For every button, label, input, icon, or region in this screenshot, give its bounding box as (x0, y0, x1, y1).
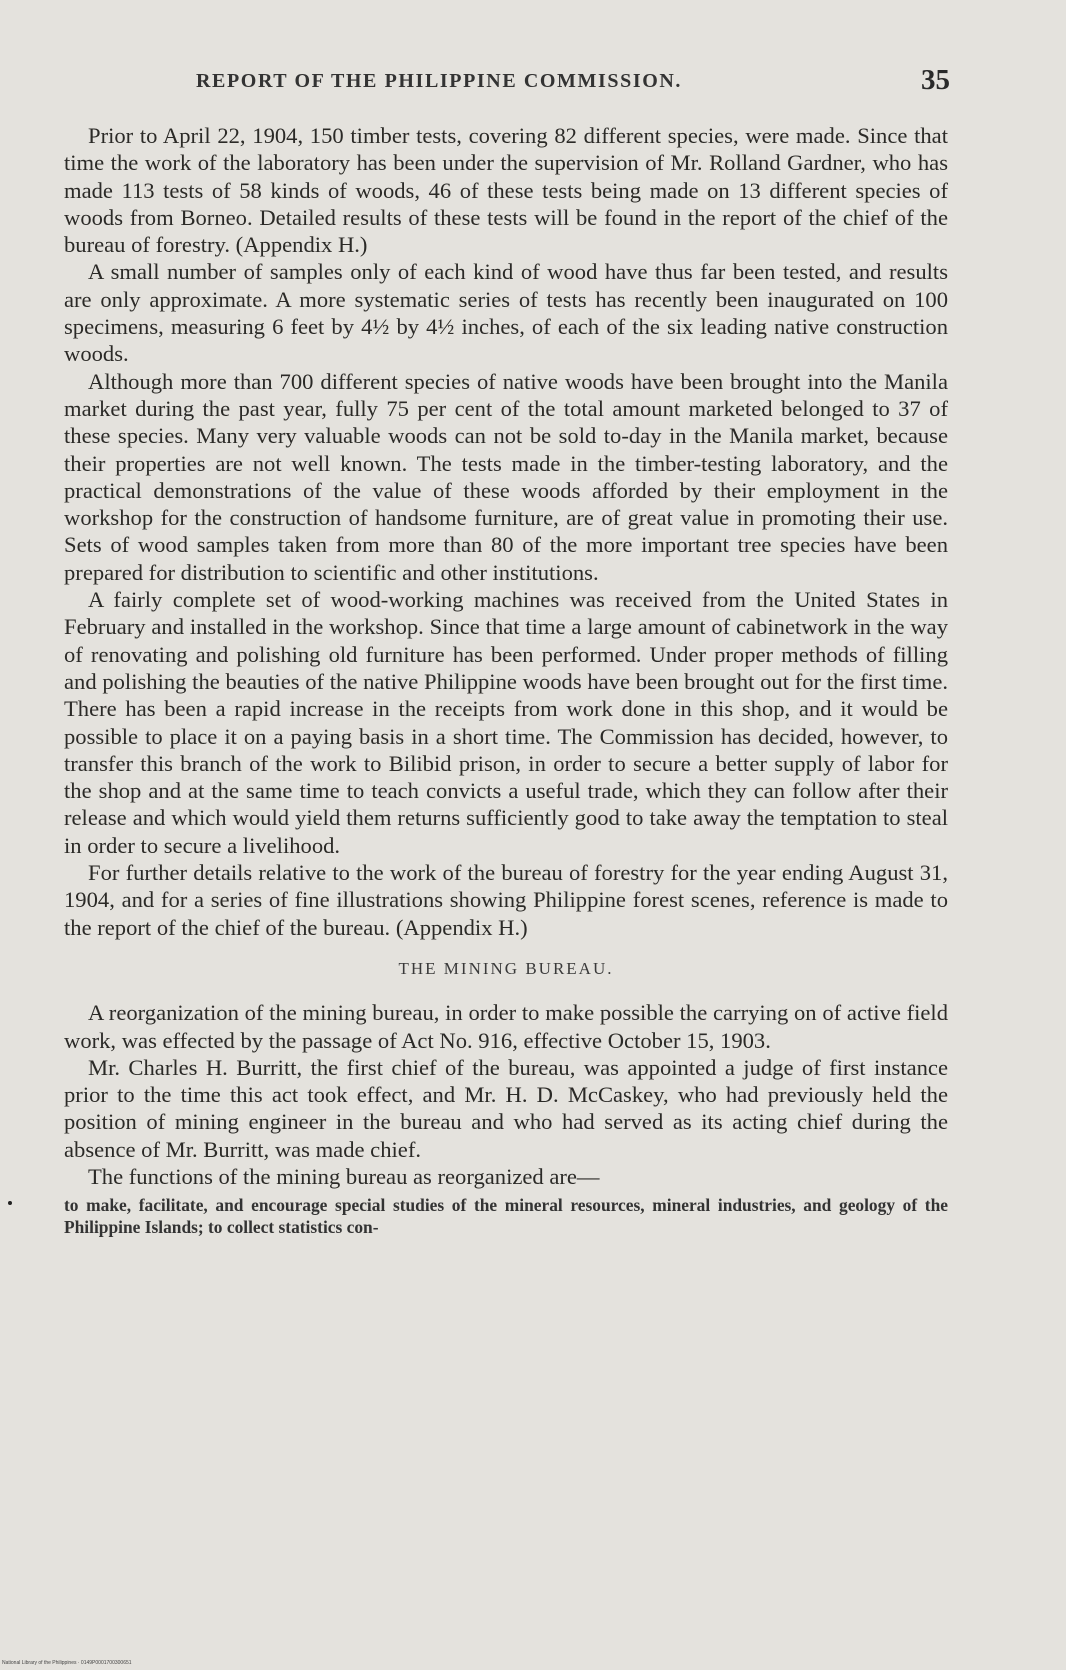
margin-mark (8, 1201, 12, 1205)
paragraph: Prior to April 22, 1904, 150 timber tests, covering 82 different species, were made. Since that time the work of the laboratory has been under the supervision of Mr. Rolland Gardner, who has made 113 tests of 58 kinds of woods, 46 of these tests being made on 13 different species of woods from Borneo. Detailed results of these tests will be found in the report of the chief of the bureau of forestry. (Appendix H.) (64, 123, 948, 258)
body-text (64, 122, 948, 1238)
page-number: 35 (921, 64, 950, 96)
running-head: REPORT OF THE PHILIPPINE COMMISSION. (196, 70, 683, 92)
section-heading: THE MINING BUREAU. (398, 958, 614, 978)
scan-footer: National Library of the Philippines · 0149P0001700300651 (2, 1660, 132, 1666)
paragraph: Mr. Charles H. Burritt, the first chief of the bureau, was appointed a judge of first instance prior to the time this act took effect, and Mr. H. D. McCaskey, who had previously held the position of mining engineer in the bureau and who had served as its acting chief during the absence of Mr. Burritt, was made chief. (64, 1054, 948, 1162)
paragraph: For further details relative to the work of the bureau of forestry for the year ending August 31, 1904, and for a series of fine illustrations showing Philippine forest scenes, reference is made to the report of the chief of the bureau. (Appendix H.) (64, 860, 948, 940)
paragraph: A small number of samples only of each kind of wood have thus far been tested, and results are only approximate. A more systematic series of tests has recently been inaugurated on 100 specimens, measuring 6 feet by 4½ by 4½ inches, of each of the six leading native construction woods. (64, 259, 948, 367)
quoted-functions-text: to make, facilitate, and encourage special studies of the mineral resources, mineral industries, and geology of the Philippine Islands; to collect statistics con- (64, 1195, 948, 1238)
page-header (80, 66, 950, 106)
paragraph: A reorganization of the mining bureau, in order to make possible the carrying on of active field work, was effected by the passage of Act No. 916, effective October 15, 1903. (64, 1000, 948, 1053)
paragraph: A fairly complete set of wood-working machines was received from the United States in February and installed in the workshop. Since that time a large amount of cabinetwork in the way of renovating and polishing old furniture has been performed. Under proper methods of filling and polishing the beauties of the native Philippine woods have been brought out for the first time. There has been a rapid increase in the receipts from work done in this shop, and it would be possible to place it on a paying basis in a short time. The Commission has decided, however, to transfer this branch of the work to Bilibid prison, in order to secure a better supply of labor for the shop and at the same time to teach convicts a useful trade, which they can follow after their release and which would yield them returns sufficiently good to take away the temptation to steal in order to secure a livelihood. (64, 587, 948, 858)
paragraph: The functions of the mining bureau as reorganized are— (88, 1163, 600, 1189)
paragraph: Although more than 700 different species of native woods have been brought into the Manila market during the past year, fully 75 per cent of the total amount marketed belonged to 37 of these species. Many very valuable woods can not be sold to-day in the Manila market, because their properties are not well known. The tests made in the timber-testing laboratory, and the practical demonstrations of the value of these woods afforded by their employment in the workshop for the construction of handsome furniture, are of great value in promoting their use. Sets of wood samples taken from more than 80 of the more important tree species have been prepared for distribution to scientific and other institutions. (64, 368, 948, 585)
